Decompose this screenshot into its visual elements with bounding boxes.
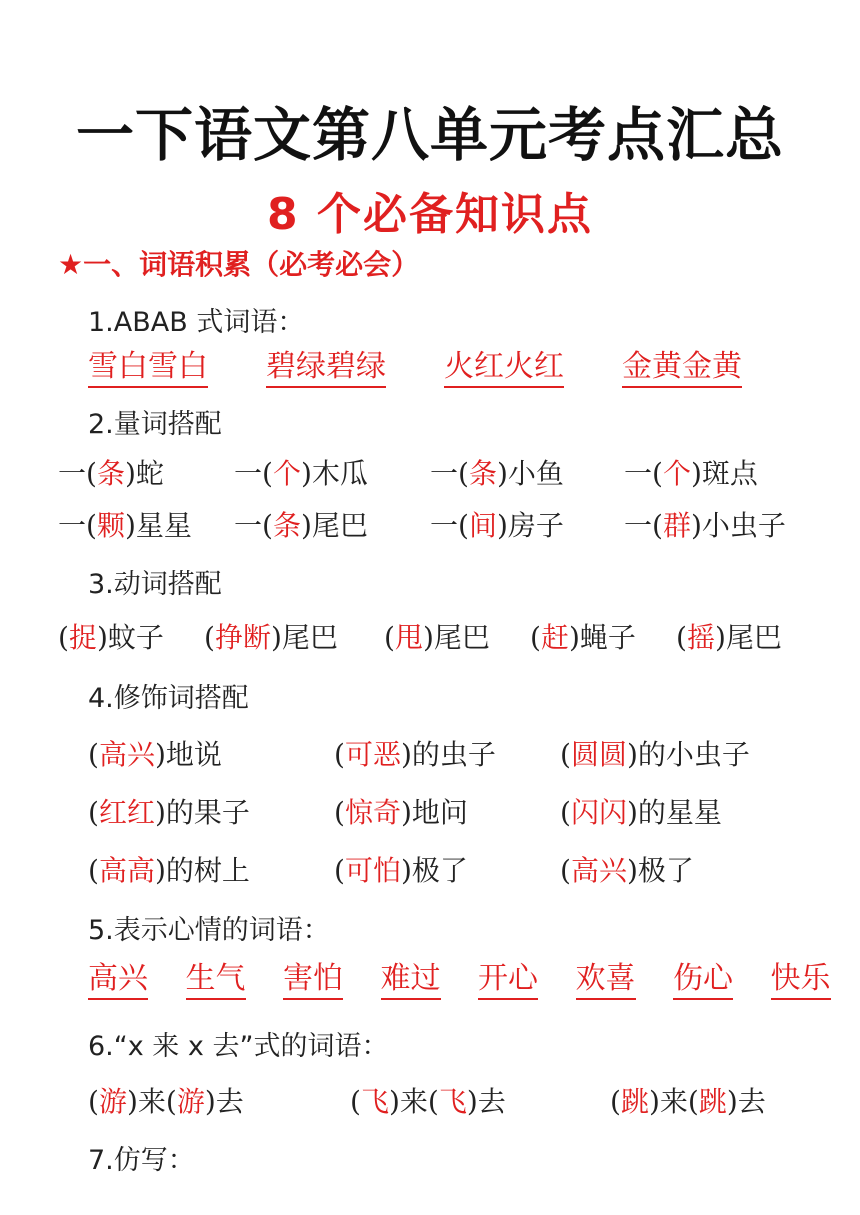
heading-verbs: 3.动词搭配 [88, 569, 222, 600]
phrase-text: )来( [648, 1085, 699, 1118]
phrase-text: )极了 [626, 854, 694, 887]
phrase-text: ( [88, 796, 99, 829]
abab-word: 金黄金黄 [622, 350, 742, 388]
measure-phrase [430, 504, 564, 544]
phrase-text: ( [334, 854, 345, 887]
answer-text: 甩 [394, 621, 423, 654]
phrase-text: ( [560, 738, 571, 771]
phrase-text: 一( [58, 509, 97, 542]
phrase-text: ( [560, 854, 571, 887]
heading-laiqu: 6.“x 来 x 去”式的词语： [88, 1031, 389, 1062]
phrase-text: ( [610, 1085, 621, 1118]
phrase-text: ( [88, 854, 99, 887]
verb-phrase [58, 616, 164, 656]
answer-text: 红红 [98, 796, 155, 829]
answer-text: 跳 [620, 1085, 649, 1118]
phrase-text: 一( [430, 457, 469, 490]
phrase-text: )的星星 [626, 796, 722, 829]
answer-text: 摇 [686, 621, 715, 654]
modifier-phrase [88, 849, 250, 889]
measure-phrase [58, 504, 192, 544]
phrase-text: )木瓜 [300, 457, 368, 490]
section-heading: ★一、词语积累（必考必会） [58, 248, 420, 281]
verb-phrase [676, 616, 782, 656]
answer-text: 挣断 [214, 621, 271, 654]
phrase-text: )的果子 [154, 796, 250, 829]
modifier-phrase [560, 733, 750, 773]
phrase-text: ( [384, 621, 395, 654]
phrase-text: ( [350, 1085, 361, 1118]
mood-word: 开心 [478, 962, 538, 1000]
measure-phrase [624, 452, 758, 492]
mood-word: 难过 [381, 962, 441, 1000]
phrase-text: )的树上 [154, 854, 250, 887]
phrase-text: )小鱼 [496, 457, 564, 490]
phrase-text: )去 [204, 1085, 244, 1118]
answer-text: 惊奇 [344, 796, 401, 829]
phrase-text: )的虫子 [400, 738, 496, 771]
phrase-text: )小虫子 [690, 509, 786, 542]
phrase-text: )地说 [154, 738, 222, 771]
phrase-text: )尾巴 [714, 621, 782, 654]
answer-text: 游 [98, 1085, 127, 1118]
mood-word: 害怕 [283, 962, 343, 1000]
abab-word: 碧绿碧绿 [266, 350, 386, 388]
phrase-text: )房子 [496, 509, 564, 542]
answer-text: 间 [468, 509, 497, 542]
heading-abab: 1.ABAB 式词语： [88, 307, 305, 338]
answer-text: 飞 [438, 1085, 467, 1118]
phrase-text: )蛇 [124, 457, 164, 490]
phrase-text: )蚊子 [96, 621, 164, 654]
phrase-text: )地问 [400, 796, 468, 829]
phrase-text: )尾巴 [300, 509, 368, 542]
answer-text: 条 [272, 509, 301, 542]
phrase-text: )星星 [124, 509, 192, 542]
heading-imitation: 7.仿写： [88, 1145, 195, 1176]
phrase-text: )的小虫子 [626, 738, 750, 771]
abab-word: 雪白雪白 [88, 350, 208, 388]
answer-text: 条 [96, 457, 125, 490]
answer-text: 可怕 [344, 854, 401, 887]
answer-text: 高高 [98, 854, 155, 887]
answer-text: 高兴 [570, 854, 627, 887]
phrase-text: ( [334, 796, 345, 829]
phrase-text: )去 [466, 1085, 506, 1118]
verb-phrase [530, 616, 636, 656]
mood-word: 伤心 [673, 962, 733, 1000]
phrase-text: )尾巴 [422, 621, 490, 654]
answer-text: 飞 [360, 1085, 389, 1118]
mood-word: 快乐 [771, 962, 831, 1000]
verb-phrase [384, 616, 490, 656]
laiqu-phrase [610, 1080, 766, 1120]
phrase-text: ( [560, 796, 571, 829]
answer-text: 颗 [96, 509, 125, 542]
heading-measure-words: 2.量词搭配 [88, 409, 222, 440]
modifier-phrase [560, 849, 694, 889]
phrase-text: )蝇子 [568, 621, 636, 654]
answer-text: 圆圆 [570, 738, 627, 771]
phrase-text: 一( [58, 457, 97, 490]
mood-word: 生气 [186, 962, 246, 1000]
phrase-text: )来( [126, 1085, 177, 1118]
verb-phrase [204, 616, 338, 656]
answer-text: 高兴 [98, 738, 155, 771]
phrase-text: ( [88, 1085, 99, 1118]
modifier-phrase [334, 849, 468, 889]
phrase-text: )来( [388, 1085, 439, 1118]
answer-text: 闪闪 [570, 796, 627, 829]
phrase-text: )斑点 [690, 457, 758, 490]
phrase-text: 一( [430, 509, 469, 542]
mood-word: 欢喜 [576, 962, 636, 1000]
answer-text: 个 [662, 457, 691, 490]
phrase-text: )尾巴 [270, 621, 338, 654]
laiqu-phrase [88, 1080, 244, 1120]
measure-phrase [58, 452, 164, 492]
modifier-phrase [88, 791, 250, 831]
answer-text: 群 [662, 509, 691, 542]
modifier-phrase [334, 791, 468, 831]
answer-text: 可恶 [344, 738, 401, 771]
answer-text: 条 [468, 457, 497, 490]
page-title: 一下语文第八单元考点汇总 [75, 101, 784, 169]
phrase-text: ( [88, 738, 99, 771]
heading-modifiers: 4.修饰词搭配 [88, 683, 249, 714]
phrase-text: 一( [234, 509, 273, 542]
modifier-phrase [334, 733, 496, 773]
answer-text: 游 [176, 1085, 205, 1118]
answer-text: 个 [272, 457, 301, 490]
phrase-text: )极了 [400, 854, 468, 887]
modifier-phrase [88, 733, 222, 773]
modifier-phrase [560, 791, 722, 831]
abab-word: 火红火红 [444, 350, 564, 388]
phrase-text: ( [58, 621, 69, 654]
phrase-text: 一( [234, 457, 273, 490]
laiqu-phrase [350, 1080, 506, 1120]
phrase-text: 一( [624, 509, 663, 542]
heading-moods: 5.表示心情的词语： [88, 915, 330, 946]
answer-text: 跳 [698, 1085, 727, 1118]
measure-phrase [234, 504, 368, 544]
measure-phrase [430, 452, 564, 492]
phrase-text: 一( [624, 457, 663, 490]
phrase-text: )去 [726, 1085, 766, 1118]
mood-word: 高兴 [88, 962, 148, 1000]
phrase-text: ( [204, 621, 215, 654]
measure-phrase [234, 452, 368, 492]
page-subtitle: 8 个必备知识点 [267, 189, 593, 240]
phrase-text: ( [676, 621, 687, 654]
measure-phrase [624, 504, 786, 544]
phrase-text: ( [530, 621, 541, 654]
answer-text: 捉 [68, 621, 97, 654]
answer-text: 赶 [540, 621, 569, 654]
phrase-text: ( [334, 738, 345, 771]
